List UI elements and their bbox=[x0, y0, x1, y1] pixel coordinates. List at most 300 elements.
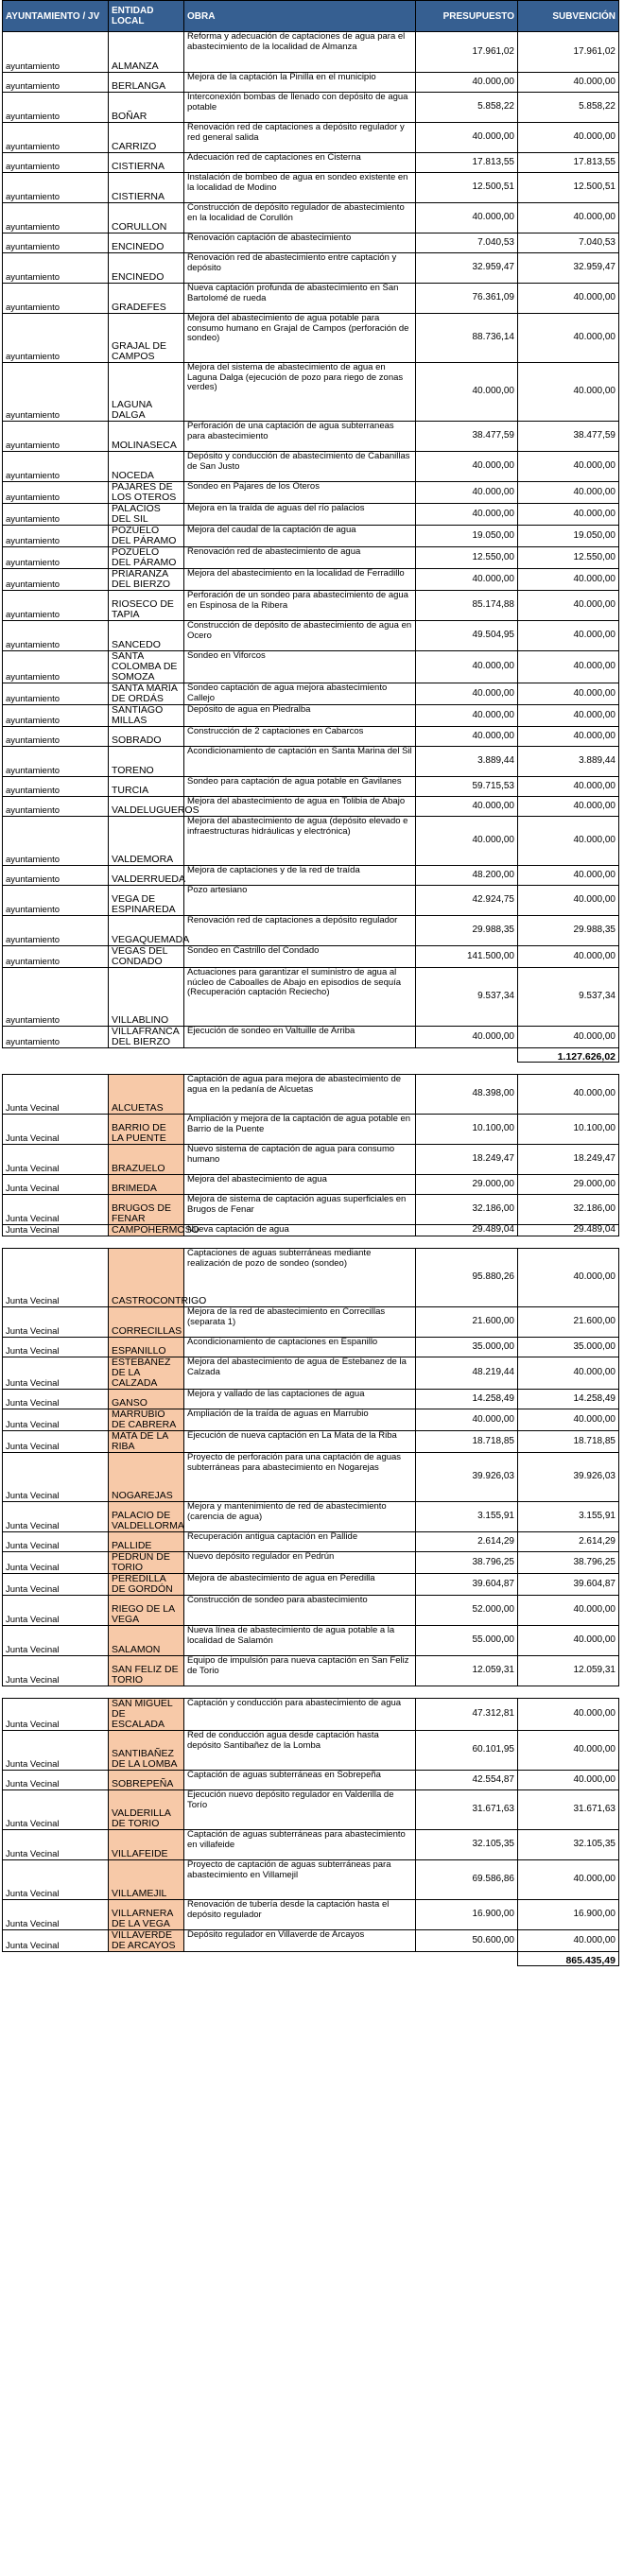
col-obra: OBRA bbox=[184, 1, 416, 32]
row-presupuesto: 85.174,88 bbox=[416, 591, 518, 621]
row-entidad: SOBREPEÑA bbox=[109, 1771, 184, 1790]
row-presupuesto: 59.715,53 bbox=[416, 777, 518, 797]
row-entidad: CORULLON bbox=[109, 203, 184, 233]
row-presupuesto: 40.000,00 bbox=[416, 452, 518, 482]
row-entidad: ENCINEDO bbox=[109, 233, 184, 253]
row-presupuesto: 17.961,02 bbox=[416, 32, 518, 73]
table-row bbox=[3, 233, 619, 253]
row-presupuesto: 40.000,00 bbox=[416, 363, 518, 422]
row-tipo: ayuntamiento bbox=[3, 173, 109, 203]
row-obra: Depósito regulador en Villaverde de Arcayos bbox=[184, 1930, 416, 1952]
table-row bbox=[3, 1195, 619, 1225]
row-subvencion: 40.000,00 bbox=[518, 569, 619, 591]
row-subvencion: 40.000,00 bbox=[518, 1409, 619, 1431]
row-tipo: Junta Vecinal bbox=[3, 1390, 109, 1409]
row-subvencion: 17.813,55 bbox=[518, 153, 619, 173]
row-obra: Sondeo en Viforcos bbox=[184, 651, 416, 683]
row-obra: Mejora del caudal de la captación de agua bbox=[184, 526, 416, 547]
row-entidad: ESPANILLO bbox=[109, 1338, 184, 1357]
row-tipo: Junta Vecinal bbox=[3, 1307, 109, 1338]
table-row bbox=[3, 1532, 619, 1552]
row-obra: Depósito de agua en Piedralba bbox=[184, 705, 416, 727]
table-row bbox=[3, 504, 619, 526]
row-obra: Proyecto de captación de aguas subterráneas para abastecimiento en Villamejil bbox=[184, 1860, 416, 1900]
row-presupuesto: 18.718,85 bbox=[416, 1431, 518, 1453]
row-presupuesto: 17.813,55 bbox=[416, 153, 518, 173]
row-obra: Mejora de la red de abastecimiento en Correcillas (separata 1) bbox=[184, 1307, 416, 1338]
row-obra: Acondicionamiento de captación en Santa Marina del Sil bbox=[184, 747, 416, 777]
row-presupuesto: 50.600,00 bbox=[416, 1930, 518, 1952]
row-tipo: ayuntamiento bbox=[3, 651, 109, 683]
row-entidad: ALCUETAS bbox=[109, 1075, 184, 1115]
row-entidad: NOCEDA bbox=[109, 452, 184, 482]
row-obra: Mejora en la traída de aguas del río palacios bbox=[184, 504, 416, 526]
row-tipo: ayuntamiento bbox=[3, 569, 109, 591]
row-obra: Sondeo en Pajares de los Oteros bbox=[184, 482, 416, 504]
row-presupuesto: 7.040,53 bbox=[416, 233, 518, 253]
row-entidad: SALAMON bbox=[109, 1626, 184, 1656]
row-subvencion: 40.000,00 bbox=[518, 886, 619, 916]
row-obra: Ejecución de sondeo en Valtuille de Arriba bbox=[184, 1027, 416, 1048]
row-obra: Renovación de tubería desde la captación hasta el depósito regulador bbox=[184, 1900, 416, 1930]
total-ayuntamientos: 1.127.626,02 bbox=[518, 1048, 619, 1063]
row-tipo: ayuntamiento bbox=[3, 547, 109, 569]
row-tipo: Junta Vecinal bbox=[3, 1075, 109, 1115]
table-row bbox=[3, 1790, 619, 1830]
row-tipo: ayuntamiento bbox=[3, 422, 109, 452]
total-ayuntamientos-row bbox=[3, 1048, 619, 1063]
row-tipo: ayuntamiento bbox=[3, 284, 109, 314]
row-subvencion: 12.059,31 bbox=[518, 1656, 619, 1686]
row-obra: Pozo artesiano bbox=[184, 886, 416, 916]
row-subvencion: 12.550,00 bbox=[518, 547, 619, 569]
row-tipo: ayuntamiento bbox=[3, 363, 109, 422]
row-entidad: SANTIAGO MILLAS bbox=[109, 705, 184, 727]
row-entidad: CASTROCONTRIGO bbox=[109, 1249, 184, 1307]
subvenciones-table bbox=[2, 0, 619, 1966]
table-row bbox=[3, 683, 619, 705]
row-subvencion: 32.186,00 bbox=[518, 1195, 619, 1225]
table-row bbox=[3, 93, 619, 123]
row-entidad: SANTIBAÑEZ DE LA LOMBA bbox=[109, 1731, 184, 1771]
row-entidad: POZUELO DEL PÁRAMO bbox=[109, 526, 184, 547]
row-entidad: PALLIDE bbox=[109, 1532, 184, 1552]
section-gap bbox=[3, 1063, 619, 1075]
row-presupuesto: 40.000,00 bbox=[416, 73, 518, 93]
row-entidad: VILLARNERA DE LA VEGA bbox=[109, 1900, 184, 1930]
row-tipo: Junta Vecinal bbox=[3, 1699, 109, 1731]
table-row bbox=[3, 123, 619, 153]
col-entidad: ENTIDAD LOCAL bbox=[109, 1, 184, 32]
row-entidad: VALDERRUEDA bbox=[109, 866, 184, 886]
row-obra: Renovación red de abastecimiento de agua bbox=[184, 547, 416, 569]
table-row bbox=[3, 747, 619, 777]
row-entidad: CARRIZO bbox=[109, 123, 184, 153]
table-row bbox=[3, 1357, 619, 1390]
section-gap bbox=[3, 1686, 619, 1699]
total-spacer bbox=[3, 1048, 518, 1063]
row-subvencion: 17.961,02 bbox=[518, 32, 619, 73]
row-tipo: Junta Vecinal bbox=[3, 1596, 109, 1626]
row-subvencion: 38.477,59 bbox=[518, 422, 619, 452]
row-tipo: Junta Vecinal bbox=[3, 1771, 109, 1790]
row-obra: Instalación de bombeo de agua en sondeo existente en la localidad de Modino bbox=[184, 173, 416, 203]
row-tipo: ayuntamiento bbox=[3, 123, 109, 153]
row-entidad: GRAJAL DE CAMPOS bbox=[109, 314, 184, 363]
row-tipo: ayuntamiento bbox=[3, 817, 109, 866]
row-subvencion: 40.000,00 bbox=[518, 73, 619, 93]
table-row bbox=[3, 1626, 619, 1656]
row-tipo: ayuntamiento bbox=[3, 777, 109, 797]
row-entidad: TURCIA bbox=[109, 777, 184, 797]
row-entidad: NOGAREJAS bbox=[109, 1453, 184, 1502]
row-presupuesto: 88.736,14 bbox=[416, 314, 518, 363]
table-row bbox=[3, 1860, 619, 1900]
table-row bbox=[3, 1453, 619, 1502]
row-tipo: Junta Vecinal bbox=[3, 1830, 109, 1860]
row-tipo: ayuntamiento bbox=[3, 314, 109, 363]
table-row bbox=[3, 1390, 619, 1409]
row-presupuesto: 5.858,22 bbox=[416, 93, 518, 123]
row-entidad: CORRECILLAS bbox=[109, 1307, 184, 1338]
row-tipo: Junta Vecinal bbox=[3, 1502, 109, 1532]
row-entidad: VEGAS DEL CONDADO bbox=[109, 946, 184, 968]
row-entidad: VALDERILLA DE TORIO bbox=[109, 1790, 184, 1830]
row-entidad: RIOSECO DE TAPIA bbox=[109, 591, 184, 621]
row-tipo: ayuntamiento bbox=[3, 683, 109, 705]
row-presupuesto: 47.312,81 bbox=[416, 1699, 518, 1731]
table-row bbox=[3, 651, 619, 683]
row-obra: Depósito y conducción de abastecimiento de Cabanillas de San Justo bbox=[184, 452, 416, 482]
row-tipo: Junta Vecinal bbox=[3, 1626, 109, 1656]
row-entidad: PEDRÚN DE TORIO bbox=[109, 1552, 184, 1574]
table-row bbox=[3, 452, 619, 482]
row-entidad: BERLANGA bbox=[109, 73, 184, 93]
table-header bbox=[3, 1, 619, 32]
table-row bbox=[3, 1075, 619, 1115]
table-row bbox=[3, 777, 619, 797]
row-obra: Ejecución nuevo depósito regulador en Valderilla de Torío bbox=[184, 1790, 416, 1830]
row-presupuesto: 42.554,87 bbox=[416, 1771, 518, 1790]
table-row bbox=[3, 253, 619, 284]
row-tipo: ayuntamiento bbox=[3, 916, 109, 946]
row-tipo: ayuntamiento bbox=[3, 866, 109, 886]
table-row bbox=[3, 866, 619, 886]
row-obra: Nueva captación profunda de abastecimiento en San Bartolomé de rueda bbox=[184, 284, 416, 314]
row-presupuesto: 32.105,35 bbox=[416, 1830, 518, 1860]
row-presupuesto: 48.398,00 bbox=[416, 1075, 518, 1115]
row-obra: Actuaciones para garantizar el suministro de agua al núcleo de Caboalles de Abajo en episodios de sequía (Recuperación captación Reciecho) bbox=[184, 968, 416, 1027]
row-subvencion: 3.889,44 bbox=[518, 747, 619, 777]
table-row bbox=[3, 526, 619, 547]
row-subvencion: 40.000,00 bbox=[518, 683, 619, 705]
row-presupuesto: 29.000,00 bbox=[416, 1175, 518, 1195]
table-row bbox=[3, 1307, 619, 1338]
row-presupuesto: 12.500,51 bbox=[416, 173, 518, 203]
row-obra: Mejora de captaciones y de la red de traída bbox=[184, 866, 416, 886]
table-row bbox=[3, 591, 619, 621]
row-subvencion: 40.000,00 bbox=[518, 1699, 619, 1731]
row-presupuesto: 48.219,44 bbox=[416, 1357, 518, 1390]
table-row bbox=[3, 1731, 619, 1771]
row-subvencion: 29.000,00 bbox=[518, 1175, 619, 1195]
row-presupuesto: 16.900,00 bbox=[416, 1900, 518, 1930]
row-presupuesto: 55.000,00 bbox=[416, 1626, 518, 1656]
row-entidad: PEREDILLA DE GORDÓN bbox=[109, 1574, 184, 1596]
row-entidad: PALACIO DE VALDELLORMA bbox=[109, 1502, 184, 1532]
row-tipo: ayuntamiento bbox=[3, 526, 109, 547]
row-tipo: ayuntamiento bbox=[3, 233, 109, 253]
row-obra: Renovación captación de abastecimiento bbox=[184, 233, 416, 253]
row-presupuesto: 48.200,00 bbox=[416, 866, 518, 886]
row-presupuesto: 76.361,09 bbox=[416, 284, 518, 314]
row-subvencion: 40.000,00 bbox=[518, 363, 619, 422]
row-obra: Mejora de sistema de captación aguas superficiales en Brugos de Fenar bbox=[184, 1195, 416, 1225]
row-presupuesto: 40.000,00 bbox=[416, 482, 518, 504]
row-entidad: BOÑAR bbox=[109, 93, 184, 123]
row-subvencion: 21.600,00 bbox=[518, 1307, 619, 1338]
row-subvencion: 14.258,49 bbox=[518, 1390, 619, 1409]
table-row bbox=[3, 1552, 619, 1574]
row-presupuesto: 141.500,00 bbox=[416, 946, 518, 968]
table-row bbox=[3, 482, 619, 504]
row-presupuesto: 38.796,25 bbox=[416, 1552, 518, 1574]
row-subvencion: 18.718,85 bbox=[518, 1431, 619, 1453]
row-subvencion: 40.000,00 bbox=[518, 777, 619, 797]
row-entidad: PALACIOS DEL SIL bbox=[109, 504, 184, 526]
table-row bbox=[3, 1900, 619, 1930]
table-row bbox=[3, 203, 619, 233]
row-entidad: ENCINEDO bbox=[109, 253, 184, 284]
row-subvencion: 31.671,63 bbox=[518, 1790, 619, 1830]
row-tipo: ayuntamiento bbox=[3, 591, 109, 621]
row-tipo: ayuntamiento bbox=[3, 32, 109, 73]
row-tipo: Junta Vecinal bbox=[3, 1357, 109, 1390]
row-presupuesto: 40.000,00 bbox=[416, 705, 518, 727]
row-subvencion: 3.155,91 bbox=[518, 1502, 619, 1532]
row-subvencion: 40.000,00 bbox=[518, 123, 619, 153]
row-entidad: VILLAFEIDE bbox=[109, 1830, 184, 1860]
table-row bbox=[3, 1930, 619, 1952]
row-entidad: VALDEMORA bbox=[109, 817, 184, 866]
row-entidad: TORENO bbox=[109, 747, 184, 777]
row-entidad: VALDELUGUEROS bbox=[109, 797, 184, 817]
row-entidad: POZUELO DEL PÁRAMO bbox=[109, 547, 184, 569]
row-subvencion: 40.000,00 bbox=[518, 504, 619, 526]
row-presupuesto: 39.604,87 bbox=[416, 1574, 518, 1596]
row-presupuesto: 52.000,00 bbox=[416, 1596, 518, 1626]
row-obra: Renovación red de captaciones a depósito regulador y red general salida bbox=[184, 123, 416, 153]
row-obra: Nuevo sistema de captación de agua para consumo humano bbox=[184, 1145, 416, 1175]
row-entidad: CISTIERNA bbox=[109, 173, 184, 203]
row-obra: Renovación red de captaciones a depósito regulador bbox=[184, 916, 416, 946]
row-obra: Construcción de depósito regulador de abastecimiento en la localidad de Corullón bbox=[184, 203, 416, 233]
row-obra: Proyecto de perforación para una captación de aguas subterráneas para abastecimiento en Nogarejas bbox=[184, 1453, 416, 1502]
table-row bbox=[3, 1027, 619, 1048]
table-body bbox=[3, 32, 619, 1966]
row-obra: Interconexión bombas de llenado con depósito de agua potable bbox=[184, 93, 416, 123]
row-tipo: Junta Vecinal bbox=[3, 1930, 109, 1952]
row-entidad: RIEGO DE LA VEGA bbox=[109, 1596, 184, 1626]
row-obra: Captaciones de aguas subterráneas mediante realización de pozo de sondeo (sondeo) bbox=[184, 1249, 416, 1307]
row-tipo: ayuntamiento bbox=[3, 727, 109, 747]
table-row bbox=[3, 1338, 619, 1357]
row-subvencion: 40.000,00 bbox=[518, 1357, 619, 1390]
table-row bbox=[3, 621, 619, 651]
row-presupuesto: 32.186,00 bbox=[416, 1195, 518, 1225]
row-subvencion: 40.000,00 bbox=[518, 727, 619, 747]
row-subvencion: 12.500,51 bbox=[518, 173, 619, 203]
total-juntas-row bbox=[3, 1952, 619, 1966]
table-row bbox=[3, 1656, 619, 1686]
row-obra: Ampliación y mejora de la captación de agua potable en Barrio de la Puente bbox=[184, 1115, 416, 1145]
table-row bbox=[3, 422, 619, 452]
row-subvencion: 40.000,00 bbox=[518, 705, 619, 727]
row-subvencion: 40.000,00 bbox=[518, 797, 619, 817]
row-tipo: ayuntamiento bbox=[3, 797, 109, 817]
row-tipo: ayuntamiento bbox=[3, 705, 109, 727]
row-presupuesto: 60.101,95 bbox=[416, 1731, 518, 1771]
row-tipo: Junta Vecinal bbox=[3, 1574, 109, 1596]
row-tipo: ayuntamiento bbox=[3, 946, 109, 968]
row-tipo: Junta Vecinal bbox=[3, 1195, 109, 1225]
row-tipo: ayuntamiento bbox=[3, 153, 109, 173]
row-subvencion: 18.249,47 bbox=[518, 1145, 619, 1175]
table-row bbox=[3, 1771, 619, 1790]
row-obra: Sondeo en Castrillo del Condado bbox=[184, 946, 416, 968]
row-tipo: ayuntamiento bbox=[3, 482, 109, 504]
gap-cell bbox=[3, 1063, 619, 1075]
row-tipo: Junta Vecinal bbox=[3, 1656, 109, 1686]
row-tipo: ayuntamiento bbox=[3, 886, 109, 916]
row-tipo: Junta Vecinal bbox=[3, 1860, 109, 1900]
row-entidad: MARRUBIO DE CABRERA bbox=[109, 1409, 184, 1431]
row-presupuesto: 40.000,00 bbox=[416, 504, 518, 526]
row-presupuesto: 12.550,00 bbox=[416, 547, 518, 569]
row-presupuesto: 40.000,00 bbox=[416, 569, 518, 591]
row-subvencion: 7.040,53 bbox=[518, 233, 619, 253]
row-obra: Ampliación de la traída de aguas en Marrubio bbox=[184, 1409, 416, 1431]
row-entidad: VEGAQUEMADA bbox=[109, 916, 184, 946]
row-entidad: CISTIERNA bbox=[109, 153, 184, 173]
row-entidad: VILLABLINO bbox=[109, 968, 184, 1027]
row-tipo: Junta Vecinal bbox=[3, 1115, 109, 1145]
row-obra: Construcción de sondeo para abastecimiento bbox=[184, 1596, 416, 1626]
table-row bbox=[3, 1699, 619, 1731]
row-entidad: GRADEFES bbox=[109, 284, 184, 314]
table-row bbox=[3, 363, 619, 422]
row-entidad: VILLAVERDE DE ARCAYOS bbox=[109, 1930, 184, 1952]
table-row bbox=[3, 1145, 619, 1175]
row-subvencion: 40.000,00 bbox=[518, 203, 619, 233]
col-tipo: AYUNTAMIENTO / JV bbox=[3, 1, 109, 32]
row-obra: Perforación de una captación de agua subterraneas para abastecimiento bbox=[184, 422, 416, 452]
row-tipo: Junta Vecinal bbox=[3, 1175, 109, 1195]
row-entidad: GANSO bbox=[109, 1390, 184, 1409]
table-row bbox=[3, 1502, 619, 1532]
row-obra: Captación y conducción para abastecimiento de agua bbox=[184, 1699, 416, 1731]
table-row bbox=[3, 569, 619, 591]
row-entidad: VILLAMEJIL bbox=[109, 1860, 184, 1900]
table-row bbox=[3, 817, 619, 866]
row-subvencion: 29.988,35 bbox=[518, 916, 619, 946]
table-row bbox=[3, 886, 619, 916]
row-obra: Captación de aguas subterráneas para abastecimiento en villafeide bbox=[184, 1830, 416, 1860]
table-row bbox=[3, 173, 619, 203]
row-tipo: Junta Vecinal bbox=[3, 1552, 109, 1574]
row-presupuesto: 35.000,00 bbox=[416, 1338, 518, 1357]
row-obra: Captación de agua para mejora de abastecimiento de agua en la pedanía de Alcuetas bbox=[184, 1075, 416, 1115]
row-presupuesto: 40.000,00 bbox=[416, 1027, 518, 1048]
row-obra: Sondeo para captación de agua potable en Gavilanes bbox=[184, 777, 416, 797]
row-subvencion: 32.959,47 bbox=[518, 253, 619, 284]
row-tipo: Junta Vecinal bbox=[3, 1338, 109, 1357]
row-presupuesto: 29.489,04 bbox=[416, 1225, 518, 1236]
row-obra: Mejora del abastecimiento de agua bbox=[184, 1175, 416, 1195]
table-row bbox=[3, 1596, 619, 1626]
row-presupuesto: 14.258,49 bbox=[416, 1390, 518, 1409]
row-presupuesto: 38.477,59 bbox=[416, 422, 518, 452]
table-row bbox=[3, 946, 619, 968]
col-presupuesto: PRESUPUESTO bbox=[416, 1, 518, 32]
table-row bbox=[3, 1574, 619, 1596]
row-presupuesto: 40.000,00 bbox=[416, 123, 518, 153]
row-presupuesto: 2.614,29 bbox=[416, 1532, 518, 1552]
row-tipo: ayuntamiento bbox=[3, 504, 109, 526]
table-row bbox=[3, 797, 619, 817]
row-obra: Nuevo depósito regulador en Pedrún bbox=[184, 1552, 416, 1574]
row-subvencion: 29.489,04 bbox=[518, 1225, 619, 1236]
row-presupuesto: 19.050,00 bbox=[416, 526, 518, 547]
row-presupuesto: 40.000,00 bbox=[416, 1409, 518, 1431]
row-subvencion: 40.000,00 bbox=[518, 482, 619, 504]
row-subvencion: 40.000,00 bbox=[518, 591, 619, 621]
row-presupuesto: 39.926,03 bbox=[416, 1453, 518, 1502]
row-tipo: ayuntamiento bbox=[3, 203, 109, 233]
row-entidad: BRAZUELO bbox=[109, 1145, 184, 1175]
row-tipo: ayuntamiento bbox=[3, 253, 109, 284]
row-subvencion: 32.105,35 bbox=[518, 1830, 619, 1860]
table-row bbox=[3, 547, 619, 569]
row-obra: Mejora del abastecimiento de agua de Estebanez de la Calzada bbox=[184, 1357, 416, 1390]
row-presupuesto: 40.000,00 bbox=[416, 651, 518, 683]
row-subvencion: 40.000,00 bbox=[518, 621, 619, 651]
row-subvencion: 40.000,00 bbox=[518, 284, 619, 314]
row-obra: Perforación de un sondeo para abastecimiento de agua en Espinosa de la Ribera bbox=[184, 591, 416, 621]
row-obra: Red de conducción agua desde captación hasta depósito Santibañez de la Lomba bbox=[184, 1731, 416, 1771]
row-subvencion: 40.000,00 bbox=[518, 1626, 619, 1656]
table-row bbox=[3, 727, 619, 747]
row-entidad: SANCEDO bbox=[109, 621, 184, 651]
row-subvencion: 40.000,00 bbox=[518, 866, 619, 886]
row-tipo: Junta Vecinal bbox=[3, 1731, 109, 1771]
table-row bbox=[3, 1830, 619, 1860]
row-obra: Captación de aguas subterráneas en Sobrepeña bbox=[184, 1771, 416, 1790]
row-entidad: MATA DE LA RIBA bbox=[109, 1431, 184, 1453]
row-presupuesto: 40.000,00 bbox=[416, 683, 518, 705]
row-tipo: ayuntamiento bbox=[3, 93, 109, 123]
row-presupuesto: 95.880,26 bbox=[416, 1249, 518, 1307]
row-presupuesto: 21.600,00 bbox=[416, 1307, 518, 1338]
row-subvencion: 40.000,00 bbox=[518, 817, 619, 866]
table-row bbox=[3, 1225, 619, 1236]
row-obra: Mejora de la captación la Pinilla en el municipio bbox=[184, 73, 416, 93]
table-row bbox=[3, 1409, 619, 1431]
row-tipo: Junta Vecinal bbox=[3, 1431, 109, 1453]
row-obra: Adecuación red de captaciones en Cisterna bbox=[184, 153, 416, 173]
row-subvencion: 40.000,00 bbox=[518, 1249, 619, 1307]
col-subvencion: SUBVENCIÓN bbox=[518, 1, 619, 32]
